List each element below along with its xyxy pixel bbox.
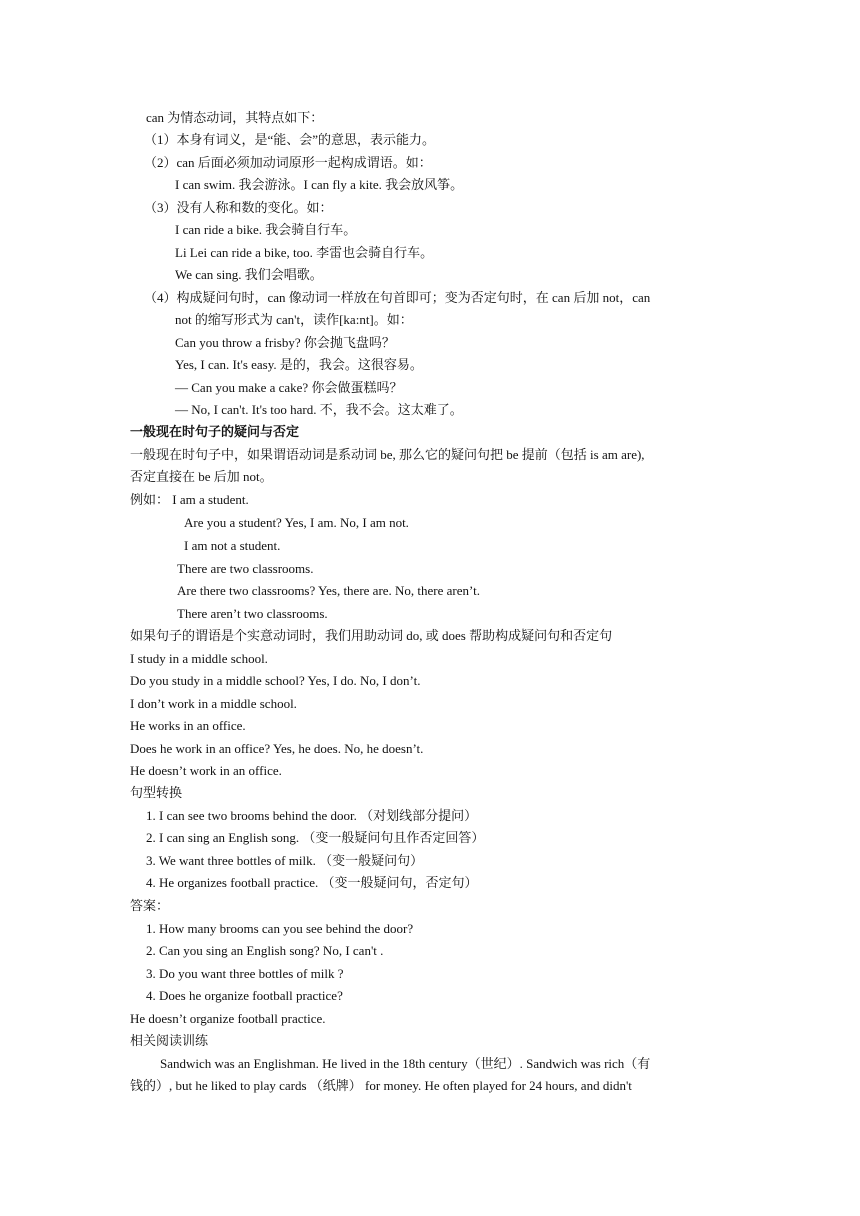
text-line: There are two classrooms. [177, 561, 314, 576]
text-line: I am not a student. [184, 538, 281, 553]
text-line: We can sing. 我们会唱歌。 [175, 267, 323, 282]
text-line: （2）can 后面必须加动词原形一起构成谓语。如： [144, 155, 432, 170]
exercise-item: 3. We want three bottles of milk. （变一般疑问句） [146, 853, 424, 868]
answer-item: 3. Do you want three bottles of milk ? [146, 966, 344, 981]
text-line: Do you study in a middle school? Yes, I do. No, I don’t. [130, 673, 421, 688]
text-line: Yes, I can. It's easy. 是的，我会。这很容易。 [175, 357, 423, 372]
text-line: Can you throw a frisby? 你会抛飞盘吗？ [175, 335, 395, 350]
text-line: can 为情态动词，其特点如下： [146, 110, 324, 125]
exercise-item: 4. He organizes football practice. （变一般疑问句，否定句） [146, 875, 478, 890]
exercise-item: 1. I can see two brooms behind the door. （对划线部分提问） [146, 808, 478, 823]
answer-item: 2. Can you sing an English song? No, I can't . [146, 943, 384, 958]
text-line: 例如： I am a student. [130, 492, 249, 507]
exercise-item: 2. I can sing an English song. （变一般疑问句且作否定回答） [146, 830, 485, 845]
text-line: — No, I can't. It's too hard. 不，我不会。这太难了。 [175, 402, 463, 417]
text-line: Does he work in an office? Yes, he does. No, he doesn’t. [130, 741, 424, 756]
text-line: （1）本身有词义，是“能、会”的意思，表示能力。 [144, 132, 436, 147]
text-line: Are you a student? Yes, I am. No, I am not. [184, 515, 409, 530]
text-line: （3）没有人称和数的变化。如： [144, 200, 333, 215]
text-line: 一般现在时句子中，如果谓语动词是系动词 be, 那么它的疑问句把 be 提前（包括 is am are), [130, 447, 645, 462]
reading-paragraph-line: 钱的）, but he liked to play cards （纸牌） for money. He often played for 24 hours, and didn't [130, 1078, 632, 1093]
answer-item: 1. How many brooms can you see behind the door? [146, 921, 414, 936]
text-line: — Can you make a cake? 你会做蛋糕吗？ [175, 380, 403, 395]
answer-item: 4. Does he organize football practice? [146, 988, 343, 1003]
section-heading: 相关阅读训练 [130, 1033, 209, 1048]
reading-paragraph-line: Sandwich was an Englishman. He lived in the 18th century（世纪）. Sandwich was rich（有 [160, 1056, 651, 1071]
answer-item: He doesn’t organize football practice. [130, 1011, 326, 1026]
text-line: I don’t work in a middle school. [130, 696, 297, 711]
text-line: I can swim. 我会游泳。I can fly a kite. 我会放风筝。 [175, 177, 464, 192]
text-line: Are there two classrooms? Yes, there are. No, there aren’t. [177, 583, 480, 598]
text-line: Li Lei can ride a bike, too. 李雷也会骑自行车。 [175, 245, 434, 260]
text-line: I can ride a bike. 我会骑自行车。 [175, 222, 357, 237]
text-line: 如果句子的谓语是个实意动词时，我们用助动词 do, 或 does 帮助构成疑问句和否定句 [130, 628, 613, 643]
section-heading: 一般现在时句子的疑问与否定 [130, 424, 300, 439]
text-line: （4）构成疑问句时，can 像动词一样放在句首即可；变为否定句时，在 can 后加 not，can [144, 290, 651, 305]
text-line: He works in an office. [130, 718, 246, 733]
text-line: There aren’t two classrooms. [177, 606, 328, 621]
text-line: He doesn’t work in an office. [130, 763, 282, 778]
section-heading: 答案： [130, 898, 170, 913]
section-heading: 句型转换 [130, 785, 183, 800]
text-line: I study in a middle school. [130, 651, 268, 666]
text-line: 否定直接在 be 后加 not。 [130, 469, 273, 484]
text-line: not 的缩写形式为 can't，读作[ka:nt]。如： [175, 312, 413, 327]
